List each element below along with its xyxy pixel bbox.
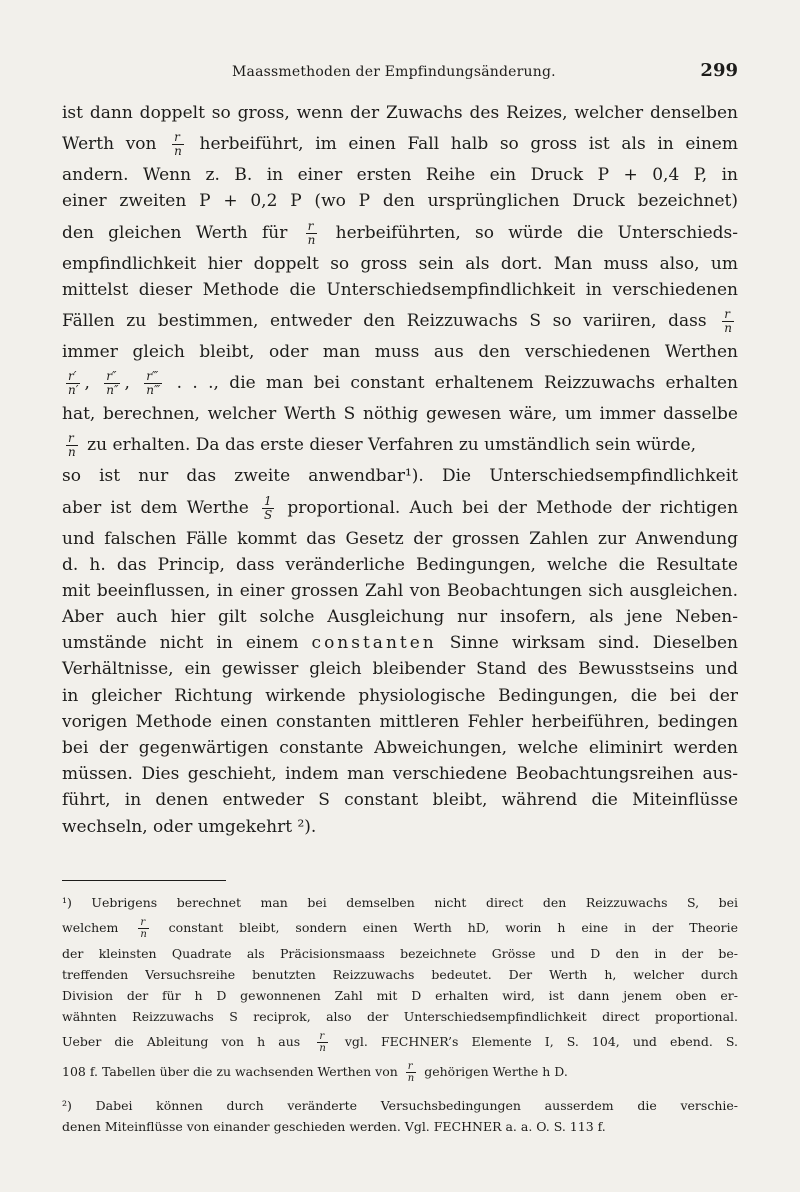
fraction-r-over-n: $\frac{r}{n}$	[174, 130, 182, 159]
footnote-line: 108 f. Tabellen über die zu wachsenden Werthen von $\frac{r}{n}$ gehörigen Werthe h D.	[62, 1061, 568, 1084]
footnotes	[62, 892, 738, 1137]
text-line: mit beeinflussen, in einer grossen Zahl von Beobachtungen sich ausgleichen.	[62, 580, 738, 601]
text-line: einer zweiten P + 0,2 P (wo P den ursprünglichen Druck bezeichnet)	[62, 191, 738, 212]
fraction-r2-over-n2: $\frac{r''}{n''}$	[106, 369, 119, 398]
text-line: Aber auch hier gilt solche Ausgleichung nur insofern, als jene Neben-	[62, 607, 738, 628]
spaced-emphasis: constanten	[311, 633, 437, 654]
footnote-line: denen Miteinflüsse von einander geschieden werden. Vgl. FECHNER a. a. O. S. 113 f.	[62, 1119, 606, 1134]
text-line: d. h. das Princip, dass veränderliche Bedingungen, welche die Resultate	[62, 554, 738, 575]
text-line: $\frac{r}{n}$ zu erhalten. Da das erste dieser Verfahren zu umständlich sein würde,	[68, 431, 697, 460]
text-line: wechseln, oder umgekehrt ²).	[62, 816, 317, 837]
text-line: Verhältnisse, ein gewisser gleich bleibender Stand des Bewusstseins und	[62, 659, 738, 680]
fraction-r-over-n: $\frac{r}{n}$	[307, 218, 316, 247]
text-line: empfindlichkeit hier doppelt so gross sein als dort. Man muss also, um	[62, 253, 738, 274]
text-line: in gleicher Richtung wirkende physiologische Bedingungen, die bei der	[62, 685, 738, 706]
text-line: so ist nur das zweite anwendbar¹). Die Unterschiedsempfindlichkeit	[62, 466, 738, 487]
text-line: den gleichen Werth für $\frac{r}{n}$ herbeiführten, so würde die Unterschieds-	[62, 218, 739, 247]
footnote-line: welchem $\frac{r}{n}$ constant bleibt, sondern einen Werth hD, worin h eine in der Theorie	[62, 917, 738, 940]
text-line: andern. Wenn z. B. in einer ersten Reihe ein Druck P + 0,4 P, in	[62, 165, 738, 186]
page-header	[62, 60, 738, 88]
fraction-1-over-S: $\frac{1}{S}$	[263, 493, 273, 522]
text-line: hat, berechnen, welcher Werth S nöthig gewesen wäre, um immer dasselbe	[62, 404, 738, 425]
footnote-line: Division der für h D gewonnenen Zahl mit D erhalten wird, ist dann jenem oben er-	[62, 988, 738, 1003]
fraction-r-over-n: $\frac{r}{n}$	[407, 1061, 415, 1084]
text-line: und falschen Fälle kommt das Gesetz der grossen Zahlen zur Anwendung	[62, 528, 738, 549]
text-line: bei der gegenwärtigen constante Abweichungen, welche eliminirt werden	[62, 738, 738, 758]
footnote-line: ²) Dabei können durch veränderte Versuchsbedingungen ausserdem die verschie-	[62, 1098, 738, 1113]
fraction-r3-over-n3: $\frac{r‴}{n‴}$	[146, 369, 161, 398]
footnote-line: Ueber die Ableitung von h aus $\frac{r}{n}$ vgl. FECHNER’s Elemente I, S. 104, und ebend. S.	[62, 1031, 738, 1054]
text-line: müssen. Dies geschieht, indem man verschiedene Beobachtungsreihen aus-	[62, 764, 738, 785]
fraction-r1-over-n1: $\frac{r'}{n'}$	[68, 369, 79, 398]
text-line: Fällen zu bestimmen, entweder den Reizzuwachs S so variiren, dass $\frac{r}{n}$	[62, 306, 733, 335]
main-text	[62, 100, 738, 840]
text-line: $\frac{r'}{n'}$ , $\frac{r''}{n''}$ , $\frac{r‴}{n‴}$ . . ., die man bei constant erhaltenem Reizzuwachs erhalten	[68, 369, 738, 398]
page-number: 299	[700, 60, 738, 81]
text-line: Werth von $\frac{r}{n}$ herbeiführt, im einen Fall halb so gross ist als in einem	[62, 130, 738, 159]
fraction-r-over-n: $\frac{r}{n}$	[724, 306, 733, 335]
footnote-line: der kleinsten Quadrate als Präcisionsmaass bezeichnete Grösse und D den in der be-	[62, 946, 738, 961]
running-head: Maassmethoden der Empfindungsänderung.	[232, 64, 556, 80]
footnote-line: wähnten Reizzuwachs S reciprok, also der Unterschiedsempfindlichkeit direct proportional.	[62, 1009, 738, 1024]
footnote-separator	[62, 880, 226, 881]
fraction-r-over-n: $\frac{r}{n}$	[140, 917, 147, 940]
fraction-r-over-n: $\frac{r}{n}$	[68, 431, 76, 460]
text-line: umstände nicht in einem constanten Sinne wirksam sind. Dieselben	[62, 633, 738, 654]
text-line: ist dann doppelt so gross, wenn der Zuwachs des Reizes, welcher denselben	[62, 103, 738, 123]
text-line: vorigen Methode einen constanten mittleren Fehler herbeiführen, bedingen	[62, 711, 738, 732]
fraction-r-over-n: $\frac{r}{n}$	[319, 1031, 326, 1054]
footnote-line: ¹) Uebrigens berechnet man bei demselben nicht direct den Reizzuwachs S, bei	[62, 895, 738, 910]
text-line: aber ist dem Werthe $\frac{1}{S}$ proportional. Auch bei der Methode der richtigen	[62, 493, 739, 522]
text-line: führt, in denen entweder S constant bleibt, während die Miteinflüsse	[62, 790, 738, 811]
text-line: immer gleich bleibt, oder man muss aus den verschiedenen Werthen	[62, 341, 738, 362]
footnote-line: treffenden Versuchsreihe benutzten Reizzuwachs bedeutet. Der Werth h, welcher durch	[62, 967, 738, 982]
text-line: mittelst dieser Methode die Unterschiedsempfindlichkeit in verschiedenen	[62, 279, 738, 300]
